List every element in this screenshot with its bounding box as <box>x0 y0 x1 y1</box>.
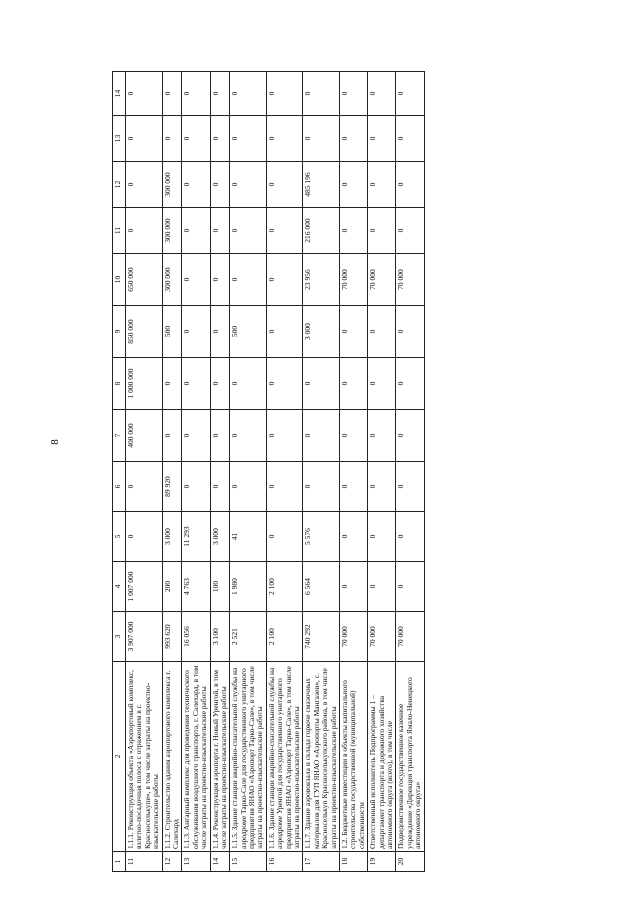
value-cell: 0 <box>230 358 267 410</box>
table-row <box>303 72 340 872</box>
value-cell: 0 <box>230 462 267 512</box>
value-cell: 70 000 <box>339 254 367 306</box>
table-row <box>182 72 210 872</box>
value-cell: 0 <box>266 72 303 116</box>
value-cell: 0 <box>182 208 210 254</box>
value-cell: 0 <box>210 358 230 410</box>
value-cell: 216 000 <box>303 208 340 254</box>
row-description: Подведомственное государственное казенное учреждение «Дирекция транспорта Ямало-Ненецкого автономного округа» <box>396 662 424 852</box>
value-cell: 0 <box>339 512 367 562</box>
value-cell: 993 620 <box>162 612 182 662</box>
value-cell: 300 000 <box>162 254 182 306</box>
value-cell: 0 <box>126 72 163 116</box>
row-description: 1.1.1. Реконструкция объекта «Аэропортовый комплекс, взлетно-посадочная полоса с отражением в г. Красноселькупе», в том числе затраты на проектно-изыскательские работы <box>126 662 163 852</box>
value-cell: 0 <box>230 254 267 306</box>
value-cell: 0 <box>230 162 267 208</box>
budget-table <box>112 71 425 872</box>
value-cell: 0 <box>339 116 367 162</box>
value-cell: 1 007 000 <box>126 562 163 612</box>
value-cell: 0 <box>126 512 163 562</box>
value-cell: 70 000 <box>339 612 367 662</box>
value-cell: 0 <box>368 72 396 116</box>
value-cell: 2 100 <box>266 612 303 662</box>
value-cell: 2 100 <box>266 562 303 612</box>
value-cell: 0 <box>303 410 340 462</box>
column-number-2: 2 <box>113 662 126 852</box>
column-number-13: 13 <box>113 116 126 162</box>
value-cell: 0 <box>266 410 303 462</box>
value-cell: 0 <box>303 462 340 512</box>
column-number-14: 14 <box>113 72 126 116</box>
value-cell: 850 000 <box>126 306 163 358</box>
table-body <box>126 72 425 872</box>
value-cell: 0 <box>339 162 367 208</box>
value-cell: 0 <box>266 208 303 254</box>
value-cell: 0 <box>162 72 182 116</box>
value-cell: 740 292 <box>303 612 340 662</box>
row-description: 1.1.3. Ангарный комплекс для проведения технического обслуживания воздушного транспорта, г. Салехард, в том числе затраты на проектно-изыскательские работы <box>182 662 210 852</box>
value-cell: 0 <box>368 410 396 462</box>
value-cell: 3 100 <box>210 612 230 662</box>
column-number-5: 5 <box>113 512 126 562</box>
value-cell: 500 <box>162 306 182 358</box>
row-description: 1.1.4. Реконструкция аэропорта г. Новый Уренгой, в том числе затраты на проектно-изыскательские работы <box>210 662 230 852</box>
row-number: 18 <box>339 852 367 872</box>
column-number-7: 7 <box>113 410 126 462</box>
value-cell: 100 <box>210 562 230 612</box>
value-cell: 0 <box>339 562 367 612</box>
value-cell: 0 <box>368 358 396 410</box>
value-cell: 200 <box>162 562 182 612</box>
value-cell: 70 000 <box>368 254 396 306</box>
value-cell: 0 <box>182 162 210 208</box>
value-cell: 0 <box>339 306 367 358</box>
value-cell: 0 <box>396 512 424 562</box>
value-cell: 485 196 <box>303 162 340 208</box>
row-description: 1.1.5. Здание станции аварийно-спасательной службы на аэродроме Тарко-Сале для государственного унитарного предприятия ЯНАО «Аэропорт Тарко-Сале», в том числе затраты на проектно-изыскательские работы <box>230 662 267 852</box>
value-cell: 0 <box>162 410 182 462</box>
table-row <box>162 72 182 872</box>
value-cell: 0 <box>396 410 424 462</box>
row-description: 1.1.6. Здание станции аварийно-спасательной службы на аэродроме Уренгой для государственного унитарного предприятия ЯНАО «Аэропорт Тарко-Сале», в том числе затраты на проектно-изыскательские работы <box>266 662 303 852</box>
value-cell: 4 763 <box>182 562 210 612</box>
value-cell: 0 <box>368 306 396 358</box>
value-cell: 0 <box>230 116 267 162</box>
rotated-table-container <box>112 72 496 872</box>
value-cell: 0 <box>339 208 367 254</box>
value-cell: 0 <box>396 116 424 162</box>
value-cell: 3 000 <box>303 306 340 358</box>
value-cell: 0 <box>396 358 424 410</box>
value-cell: 3 000 <box>162 512 182 562</box>
value-cell: 3 907 000 <box>126 612 163 662</box>
value-cell: 0 <box>368 562 396 612</box>
column-number-3: 3 <box>113 612 126 662</box>
row-number: 17 <box>303 852 340 872</box>
value-cell: 0 <box>210 254 230 306</box>
value-cell: 300 000 <box>162 208 182 254</box>
value-cell: 0 <box>210 116 230 162</box>
value-cell: 41 <box>230 512 267 562</box>
value-cell: 0 <box>396 306 424 358</box>
table-row <box>339 72 367 872</box>
value-cell: 0 <box>210 462 230 512</box>
value-cell: 16 056 <box>182 612 210 662</box>
column-number-10: 10 <box>113 254 126 306</box>
value-cell: 650 000 <box>126 254 163 306</box>
row-number: 15 <box>230 852 267 872</box>
page-number: 8 <box>48 439 61 445</box>
row-number: 13 <box>182 852 210 872</box>
column-number-11: 11 <box>113 208 126 254</box>
value-cell: 6 564 <box>303 562 340 612</box>
value-cell: 0 <box>182 116 210 162</box>
value-cell: 0 <box>182 462 210 512</box>
table-row <box>266 72 303 872</box>
value-cell: 0 <box>368 162 396 208</box>
value-cell: 0 <box>266 254 303 306</box>
value-cell: 0 <box>339 72 367 116</box>
value-cell: 2 521 <box>230 612 267 662</box>
row-description: 1.2. Бюджетные инвестиции в объекты капитального строительства государственной (муниципальной) собственности <box>339 662 367 852</box>
value-cell: 0 <box>126 462 163 512</box>
value-cell: 0 <box>210 162 230 208</box>
row-number: 20 <box>396 852 424 872</box>
value-cell: 0 <box>303 72 340 116</box>
row-description: 1.1.7. Здание аэровокзала и склада горюче смазочных материалов для ГУП ЯНАО «Аэропорты Мангазеи», с. Красноселькуп Красноселькупского района, в том числе затраты на проектно-изыскательские работы <box>303 662 340 852</box>
value-cell: 0 <box>182 358 210 410</box>
value-cell: 0 <box>266 116 303 162</box>
value-cell: 0 <box>368 116 396 162</box>
value-cell: 300 000 <box>162 162 182 208</box>
value-cell: 0 <box>210 208 230 254</box>
value-cell: 0 <box>266 462 303 512</box>
column-number-12: 12 <box>113 162 126 208</box>
column-number-8: 8 <box>113 358 126 410</box>
value-cell: 0 <box>182 72 210 116</box>
table-row <box>210 72 230 872</box>
column-number-6: 6 <box>113 462 126 512</box>
row-number: 16 <box>266 852 303 872</box>
value-cell: 0 <box>368 208 396 254</box>
value-cell: 0 <box>230 410 267 462</box>
row-number: 14 <box>210 852 230 872</box>
value-cell: 0 <box>182 410 210 462</box>
value-cell: 0 <box>396 462 424 512</box>
value-cell: 0 <box>396 162 424 208</box>
value-cell: 0 <box>339 462 367 512</box>
value-cell: 0 <box>266 512 303 562</box>
value-cell: 500 <box>230 306 267 358</box>
value-cell: 0 <box>210 410 230 462</box>
table-row <box>396 72 424 872</box>
column-number-row <box>113 72 126 872</box>
value-cell: 0 <box>396 72 424 116</box>
row-number: 11 <box>126 852 163 872</box>
value-cell: 3 000 <box>210 512 230 562</box>
value-cell: 0 <box>339 358 367 410</box>
value-cell: 1 980 <box>230 562 267 612</box>
value-cell: 0 <box>126 208 163 254</box>
table-row <box>230 72 267 872</box>
value-cell: 0 <box>126 116 163 162</box>
value-cell: 0 <box>182 254 210 306</box>
value-cell: 0 <box>339 410 367 462</box>
table-row <box>126 72 163 872</box>
value-cell: 0 <box>266 306 303 358</box>
value-cell: 70 000 <box>396 612 424 662</box>
value-cell: 0 <box>266 162 303 208</box>
value-cell: 0 <box>162 358 182 410</box>
value-cell: 0 <box>368 512 396 562</box>
column-number-4: 4 <box>113 562 126 612</box>
value-cell: 0 <box>396 208 424 254</box>
value-cell: 0 <box>230 208 267 254</box>
row-number: 19 <box>368 852 396 872</box>
value-cell: 70 000 <box>396 254 424 306</box>
row-description: 1.1.2. Строительство здания аэропортового комплекса г. Салехард <box>162 662 182 852</box>
value-cell: 400 000 <box>126 410 163 462</box>
row-description: Ответственный исполнитель Подпрограммы 1 – департамент транспорта и дорожного хозяйства автономного округа (всего), в том числе <box>368 662 396 852</box>
value-cell: 0 <box>210 306 230 358</box>
value-cell: 0 <box>396 562 424 612</box>
value-cell: 23 956 <box>303 254 340 306</box>
column-number-1: 1 <box>113 852 126 872</box>
value-cell: 1 000 000 <box>126 358 163 410</box>
value-cell: 0 <box>126 162 163 208</box>
value-cell: 0 <box>303 116 340 162</box>
value-cell: 89 920 <box>162 462 182 512</box>
value-cell: 5 576 <box>303 512 340 562</box>
table-row <box>368 72 396 872</box>
value-cell: 0 <box>303 358 340 410</box>
value-cell: 0 <box>162 116 182 162</box>
value-cell: 0 <box>368 462 396 512</box>
column-number-9: 9 <box>113 306 126 358</box>
value-cell: 0 <box>230 72 267 116</box>
value-cell: 0 <box>210 72 230 116</box>
row-number: 12 <box>162 852 182 872</box>
value-cell: 11 293 <box>182 512 210 562</box>
value-cell: 0 <box>266 358 303 410</box>
value-cell: 0 <box>182 306 210 358</box>
value-cell: 70 000 <box>368 612 396 662</box>
